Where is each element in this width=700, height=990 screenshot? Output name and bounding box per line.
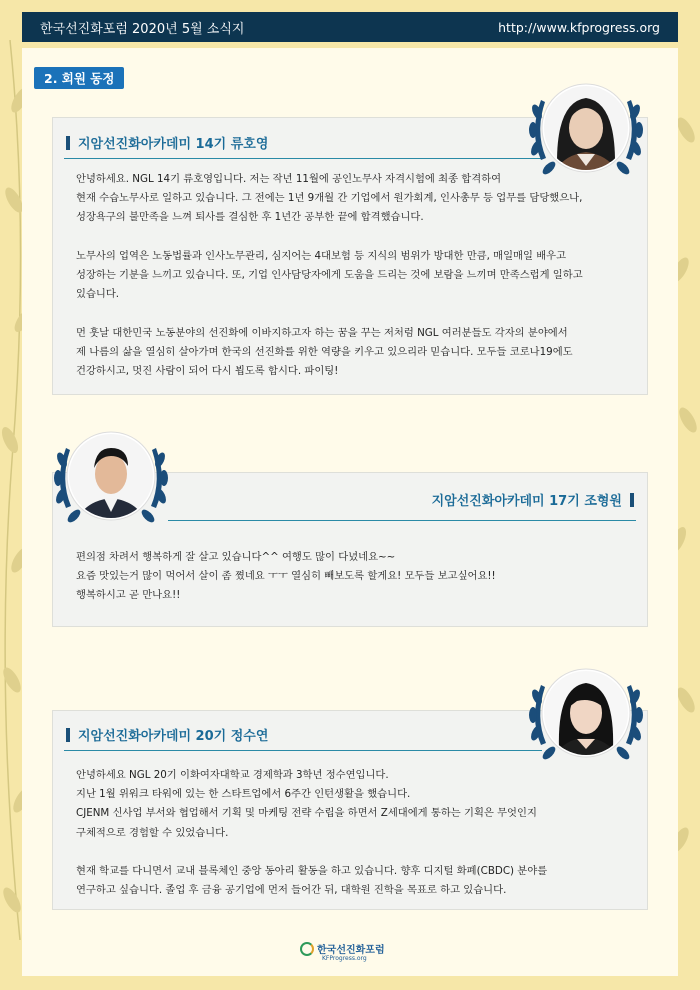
member-photo bbox=[527, 72, 645, 190]
member-photo bbox=[527, 657, 645, 775]
section-label: 2. 회원 동정 bbox=[34, 67, 124, 89]
heading-rule bbox=[64, 750, 542, 751]
member-message: 편의점 차려서 행복하게 잘 살고 있습니다^^ 여행도 많이 다녔네요~~ 요즘 맛있는거 많이 먹어서 살이 좀 쪘네요 ㅜㅜ 열심히 빼보도록 할게요! 모두들 보고싶어요!! 행복하시고 곧 만나요!! bbox=[76, 551, 496, 602]
website-url[interactable]: http://www.kfprogress.org bbox=[498, 19, 660, 35]
member-heading bbox=[432, 490, 634, 509]
logo-mark-icon bbox=[300, 942, 314, 956]
heading-bar bbox=[66, 728, 70, 742]
member-message: 안녕하세요. NGL 14기 류호영입니다. 저는 작년 11월에 공인노무사 자격시험에 최종 합격하여 현재 수습노무사로 일하고 있습니다. 그 전에는 1년 9개월 간 기업에서 원가회계, 인사총무 등 업무를 담당했으나, 성장욕구의 불만족을 느껴 퇴사를 결심한 후 1년간 공부한 끝에 합격했습니다. 노무사의 업역은 노동법률과 인사노무관리, 심지어는 4대보험 등 지식의 범위가 방대한 만큼, 매일매일 배우고 성장하는 기분을 느끼고 있습니다. 또, 기업 인사담당자에게 도움을 드리는 것에 보람을 느끼며 만족스럽게 일하고 있습니다. 먼 훗날 대한민국 노동분야의 선진화에 이바지하고자 하는 꿈을 꾸는 저처럼 NGL 여러분들도 각자의 분야에서 제 나름의 삶을 열심히 살아가며 한국의 선진화를 위한 역량을 키우고 있으리라 믿습니다. 모두들 코로나19에도 건강하시고, 멋진 사람이 되어 다시 뵙도록 합시다. 파이팅! bbox=[76, 173, 583, 378]
member-heading bbox=[66, 725, 268, 744]
member-name: 지암선진화아카데미 17기 조형원 bbox=[431, 494, 622, 509]
heading-rule bbox=[64, 158, 542, 159]
member-message: 안녕하세요 NGL 20기 이화여자대학교 경제학과 3학년 정수연입니다. 지난 1월 위워크 타워에 있는 한 스타트업에서 6주간 인턴생활을 했습니다. CJENM 신사업 부서와 협업해서 기획 및 마케팅 전략 수립을 하면서 Z세대에게 통하는 기획은 무엇인지 구체적으로 경험할 수 있었습니다. 현재 학교를 다니면서 교내 블록체인 중앙 동아리 활동을 하고 있습니다. 향후 디지털 화폐(CBDC) 분야를 연구하고 싶습니다. 졸업 후 금융 공기업에 먼저 들어간 뒤, 대학원 진학을 목표로 하고 있습니다. bbox=[76, 769, 548, 897]
member-name: 지암선진화아카데미 14기 류호영 bbox=[78, 137, 269, 152]
newsletter-title: 한국선진화포럼 2020년 5월 소식지 bbox=[40, 21, 245, 37]
heading-bar bbox=[630, 493, 634, 507]
member-heading bbox=[66, 133, 268, 152]
forum-logo bbox=[300, 941, 385, 962]
member-name: 지암선진화아카데미 20기 정수연 bbox=[78, 729, 269, 744]
logo-subtext: KFProgress.org bbox=[322, 955, 367, 962]
heading-rule bbox=[168, 520, 636, 521]
logo-text: 한국선진화포럼 bbox=[317, 945, 385, 956]
newsletter-header bbox=[22, 12, 678, 42]
heading-bar bbox=[66, 136, 70, 150]
member-photo bbox=[52, 420, 170, 538]
